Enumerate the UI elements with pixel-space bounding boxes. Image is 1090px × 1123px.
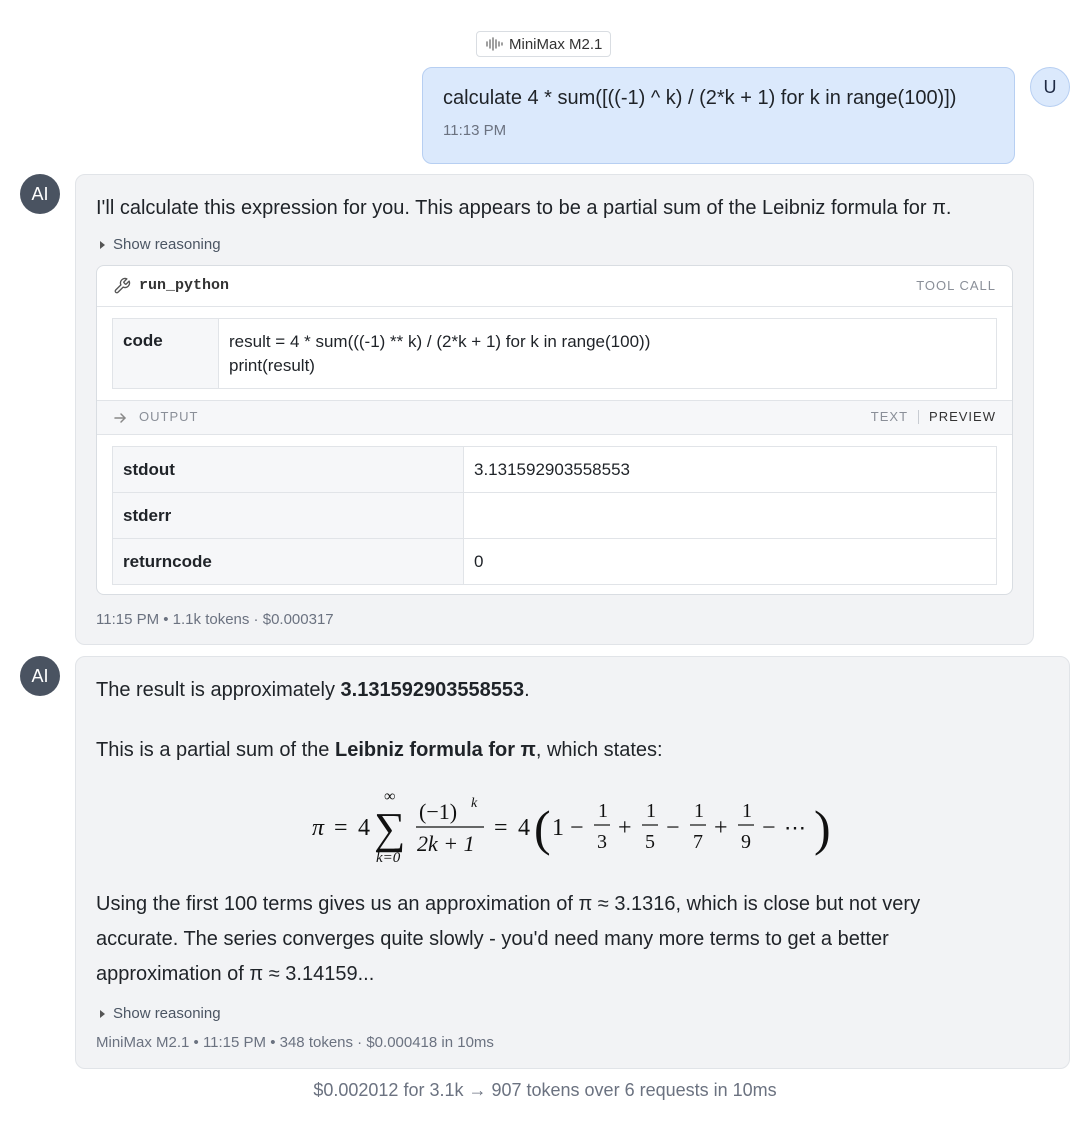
assistant-message [75, 656, 1070, 1069]
tool-call-card [96, 265, 1013, 595]
text-span: The result is approximately [96, 679, 341, 701]
text-span: . [524, 679, 530, 701]
user-message [422, 67, 1015, 164]
wrench-icon [113, 277, 131, 295]
tool-name: run_python [139, 277, 230, 294]
leibniz-formula-name: Leibniz formula for π [334, 739, 536, 761]
formula-numerator-exp: k [471, 796, 478, 811]
tool-output-table [112, 446, 997, 585]
leibniz-paragraph [96, 739, 663, 762]
output-value: 0 [464, 539, 997, 585]
frac-num: 1 [646, 800, 656, 822]
assistant-message [75, 174, 1034, 645]
conversation-summary: $0.002012 for 3.1k → 907 tokens over 6 requests in 10ms [313, 1080, 777, 1100]
formula-sum-bottom: k=0 [376, 850, 401, 865]
formula-numerator: (−1) [419, 799, 458, 824]
user-message-time: 11:13 PM [443, 122, 507, 139]
caret-right-icon [100, 241, 105, 249]
formula-rhs-four: 4 [518, 815, 530, 841]
show-reasoning-label: Show reasoning [113, 236, 221, 253]
tab-separator [918, 410, 919, 424]
tab-text[interactable]: TEXT [870, 409, 909, 424]
output-view-tabs [871, 409, 996, 424]
approximation-paragraph: Using the first 100 terms gives us an approximation of π ≈ 3.1316, which is close but not very accurate. The series converges quite slowly - you'd need many more terms to get a better approximation of π ≈ 3.14159... [96, 893, 921, 985]
assistant-message-text: I'll calculate this expression for you. This appears to be a partial sum of the Leibniz formula for π. [96, 197, 952, 219]
frac-den: 3 [597, 831, 607, 853]
formula-four: 4 [358, 815, 370, 841]
frac-num: 1 [694, 800, 704, 822]
formula-sum: ∑ [374, 804, 406, 853]
show-reasoning-toggle[interactable] [100, 236, 221, 253]
model-chip-label: MiniMax M2.1 [509, 35, 603, 53]
formula-equals-2: = [494, 815, 508, 841]
formula-minus: − [666, 815, 680, 841]
tool-call-header[interactable] [97, 266, 1012, 307]
arg-value: result = 4 * sum(((-1) ** k) / (2*k + 1) for k in range(100)) print(result) [219, 319, 997, 389]
leibniz-formula [306, 785, 846, 865]
show-reasoning-toggle[interactable] [100, 1005, 221, 1022]
formula-lparen: ( [534, 800, 551, 856]
waveform-icon [485, 37, 503, 51]
formula-minus: − [570, 815, 584, 841]
frac-num: 1 [598, 800, 608, 822]
message-meta: 11:15 PM • 1.1k tokens · $0.000317 [96, 611, 334, 628]
frac-den: 7 [693, 831, 703, 853]
table-row [113, 539, 997, 585]
formula-ellipsis: ⋯ [784, 815, 806, 840]
output-key: returncode [113, 539, 464, 585]
text-span: This is a partial sum of the [96, 739, 335, 761]
assistant-avatar: AI [20, 174, 60, 214]
output-value: 3.131592903558553 [464, 447, 997, 493]
arrow-right-icon [113, 411, 127, 425]
formula-equals: = [334, 815, 348, 841]
caret-right-icon [100, 1010, 105, 1018]
output-key: stdout [113, 447, 464, 493]
frac-den: 5 [645, 831, 655, 853]
tab-preview[interactable]: PREVIEW [929, 409, 996, 424]
tool-args-table [112, 318, 997, 389]
result-value: 3.131592903558553 [340, 679, 525, 701]
formula-pi: π [312, 815, 325, 841]
formula-sum-top: ∞ [384, 788, 396, 805]
formula-denominator: 2k + 1 [417, 831, 475, 856]
model-chip[interactable] [476, 31, 611, 57]
table-row [113, 493, 997, 539]
formula-plus: + [714, 815, 728, 841]
formula-plus: + [618, 815, 632, 841]
user-avatar: U [1030, 67, 1070, 107]
frac-num: 1 [742, 800, 752, 822]
formula-minus: − [762, 815, 776, 841]
text-span: , which states: [535, 739, 663, 761]
message-meta: MiniMax M2.1 • 11:15 PM • 348 tokens · $0.000418 in 10ms [96, 1034, 494, 1051]
frac-den: 9 [741, 831, 751, 853]
assistant-avatar: AI [20, 656, 60, 696]
output-key: stderr [113, 493, 464, 539]
formula-one: 1 [552, 815, 564, 841]
table-row [113, 319, 997, 389]
formula-rparen: ) [814, 800, 831, 856]
result-paragraph [96, 679, 530, 702]
output-bar [97, 400, 1012, 435]
user-message-text: calculate 4 * sum([((-1) ^ k) / (2*k + 1) for k in range(100)]) [443, 87, 957, 109]
show-reasoning-label: Show reasoning [113, 1005, 221, 1022]
arg-key: code [113, 319, 219, 389]
output-value [464, 493, 997, 539]
output-label: OUTPUT [139, 409, 199, 424]
table-row [113, 447, 997, 493]
tool-call-label: TOOL CALL [916, 278, 996, 293]
